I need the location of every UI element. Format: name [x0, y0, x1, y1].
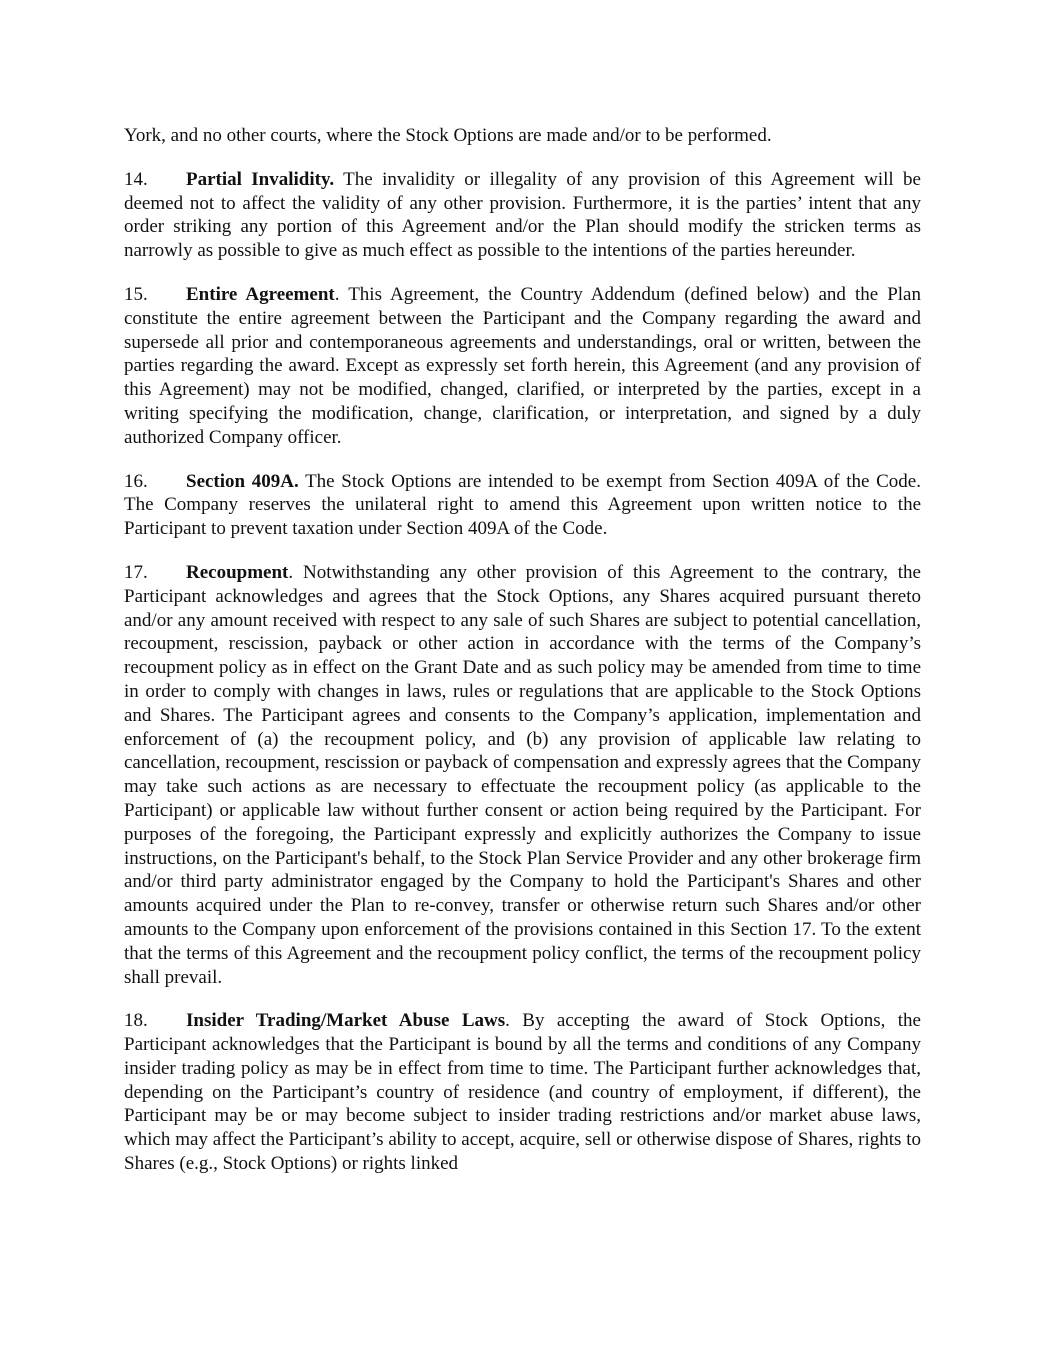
document-page	[124, 124, 921, 1196]
section-14-partial-invalidity	[124, 168, 921, 263]
section-title: Entire Agreement	[186, 283, 335, 305]
section-number: 18.	[124, 1010, 148, 1032]
section-16-section-409a	[124, 470, 921, 541]
section-body: The invalidity or illegality of any provision of this Agreement will be deemed not to affect the validity of any other provision. Furthermore, it is the parties’ intent that any order striking any portion of this Agreement and/or the Plan should modify the stricken terms as narrowly as possible to give as much effect as possible to the intentions of the parties hereunder.	[124, 168, 921, 262]
section-15-entire-agreement	[124, 283, 921, 450]
section-title: Section 409A.	[186, 470, 299, 492]
section-number: 16.	[124, 470, 148, 492]
continuation-paragraph: York, and no other courts, where the Stock Options are made and/or to be performed.	[124, 125, 772, 146]
section-number: 15.	[124, 283, 148, 305]
section-18-insider-trading	[124, 1009, 921, 1176]
section-number: 17.	[124, 561, 148, 583]
section-17-recoupment	[124, 561, 921, 989]
section-number: 14.	[124, 168, 148, 190]
section-body: . This Agreement, the Country Addendum (defined below) and the Plan constitute the entire agreement between the Participant and the Company regarding the award and supersede all prior and contemporaneous agreements and understandings, oral or written, between the parties regarding the award. Except as expressly set forth herein, this Agreement (and any provision of this Agreement) may not be modified, changed, clarified, or interpreted by the parties, except in a writing specifying the modification, change, clarification, or interpretation, and signed by a duly authorized Company officer.	[124, 283, 921, 448]
section-title: Recoupment	[186, 561, 289, 583]
section-body: . By accepting the award of Stock Options, the Participant acknowledges that the Participant is bound by all the terms and conditions of any Company insider trading policy as may be in effect from time to time. The Participant further acknowledges that, depending on the Participant’s country of residence (and country of employment, if different), the Participant may be or may become subject to insider trading restrictions and/or market abuse laws, which may affect the Participant’s ability to accept, acquire, sell or otherwise dispose of Shares, rights to Shares (e.g., Stock Options) or rights linked	[124, 1010, 921, 1175]
section-title: Insider Trading/Market Abuse Laws	[186, 1010, 506, 1032]
section-body: The Stock Options are intended to be exempt from Section 409A of the Code. The Company reserves the unilateral right to amend this Agreement upon written notice to the Participant to prevent taxation under Section 409A of the Code.	[124, 470, 921, 540]
section-title: Partial Invalidity.	[186, 168, 335, 190]
section-body: . Notwithstanding any other provision of this Agreement to the contrary, the Participant acknowledges and agrees that the Stock Options, any Shares acquired pursuant thereto and/or any amount received with respect to any sale of such Shares are subject to potential cancellation, recoupment, rescission, payback or other action in accordance with the terms of the Company’s recoupment policy as in effect on the Grant Date and as such policy may be amended from time to time in order to comply with changes in laws, rules or regulations that are applicable to the Stock Options and Shares. The Participant agrees and consents to the Company’s application, implementation and enforcement of (a) the recoupment policy, and (b) any provision of applicable law relating to cancellation, recoupment, rescission or payback of compensation and expressly agrees that the Company may take such actions as are necessary to effectuate the recoupment policy (as applicable to the Participant) or applicable law without further consent or action being required by the Participant. For purposes of the foregoing, the Participant expressly and explicitly authorizes the Company to issue instructions, on the Participant's behalf, to the Stock Plan Service Provider and any other brokerage firm and/or third party administrator engaged by the Company to hold the Participant's Shares and other amounts acquired under the Plan to re-convey, transfer or otherwise return such Shares and/or other amounts to the Company upon enforcement of the provisions contained in this Section 17. To the extent that the terms of this Agreement and the recoupment policy conflict, the terms of the recoupment policy shall prevail.	[124, 561, 921, 988]
